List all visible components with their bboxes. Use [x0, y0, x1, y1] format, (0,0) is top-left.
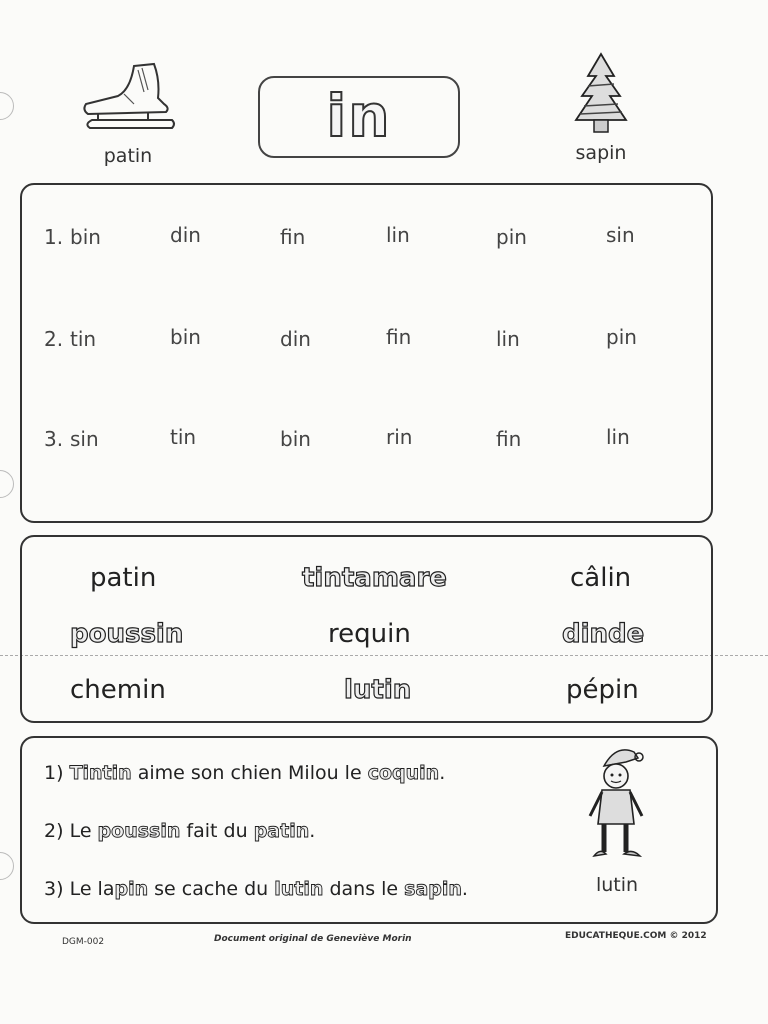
elf-label: lutin: [595, 874, 639, 896]
syllable: fin: [496, 427, 522, 451]
binder-hole: [0, 852, 14, 880]
syllables-panel: [20, 183, 713, 523]
target-word: Tintin: [69, 762, 132, 784]
sentence-text: .: [439, 762, 446, 784]
syllable: lin: [496, 327, 520, 351]
sentence-text: fait du: [180, 820, 254, 842]
vocabulary-word: chemin: [70, 675, 166, 705]
sentences-panel: [20, 736, 718, 924]
syllable: sin: [606, 223, 635, 247]
sentence-text: aime son chien Milou le: [131, 762, 368, 784]
footer-copyright: EDUCATHEQUE.COM © 2012: [565, 931, 707, 941]
syllable: pin: [606, 325, 637, 349]
target-word: coquin: [367, 762, 440, 784]
footer-code: DGM-002: [62, 937, 105, 947]
binder-hole: [0, 92, 14, 120]
syllable: din: [280, 327, 311, 351]
vocabulary-word: câlin: [570, 563, 632, 593]
sentence-text: .: [309, 820, 316, 842]
sentence-number: 2): [44, 820, 64, 842]
vocabulary-word: poussin: [70, 619, 184, 649]
row-number: 3.: [44, 427, 64, 451]
sentence: [44, 878, 468, 900]
vocabulary-word: patin: [90, 563, 157, 593]
vocabulary-word: dinde: [562, 619, 645, 649]
row-number: 2.: [44, 327, 64, 351]
row-number: 1.: [44, 225, 64, 249]
sentence-text: Le: [69, 820, 98, 842]
skate-label: patin: [103, 145, 153, 167]
footer-credit: Document original de Geneviève Morin: [214, 934, 412, 944]
sentence: [44, 762, 445, 784]
vocabulary-word: requin: [328, 619, 411, 649]
syllable: lin: [386, 223, 410, 247]
syllable: din: [170, 223, 201, 247]
title-box: [258, 76, 460, 158]
ice-skate-icon: [78, 60, 178, 135]
syllable: bin: [280, 427, 311, 451]
syllable: tin: [70, 327, 97, 351]
syllable: bin: [170, 325, 201, 349]
sentence-text: dans le: [323, 878, 405, 900]
syllable: bin: [70, 225, 101, 249]
tree-label: sapin: [575, 142, 627, 164]
sentence-text: Le la: [69, 878, 115, 900]
vocabulary-word: lutin: [344, 675, 412, 705]
target-word: patin: [253, 820, 310, 842]
target-word: lutin: [274, 878, 324, 900]
vocabulary-word: pépin: [566, 675, 639, 705]
sentence-number: 3): [44, 878, 64, 900]
target-word: pin: [114, 878, 149, 900]
sentence-text: .: [461, 878, 468, 900]
syllable: pin: [496, 225, 527, 249]
elf-icon: [582, 744, 652, 868]
target-word: poussin: [97, 820, 181, 842]
syllable: sin: [70, 427, 99, 451]
binder-hole: [0, 470, 14, 498]
sentence-number: 1): [44, 762, 64, 784]
sentence-text: se cache du: [148, 878, 275, 900]
syllable: tin: [170, 425, 197, 449]
target-word: sapin: [404, 878, 462, 900]
syllable: fin: [386, 325, 412, 349]
page-title: in: [326, 82, 392, 150]
christmas-tree-icon: [568, 50, 634, 138]
syllable: lin: [606, 425, 630, 449]
syllable: rin: [386, 425, 413, 449]
syllable: fin: [280, 225, 306, 249]
sentence: [44, 820, 315, 842]
vocabulary-word: tintamare: [302, 563, 447, 593]
words-panel: [20, 535, 713, 723]
